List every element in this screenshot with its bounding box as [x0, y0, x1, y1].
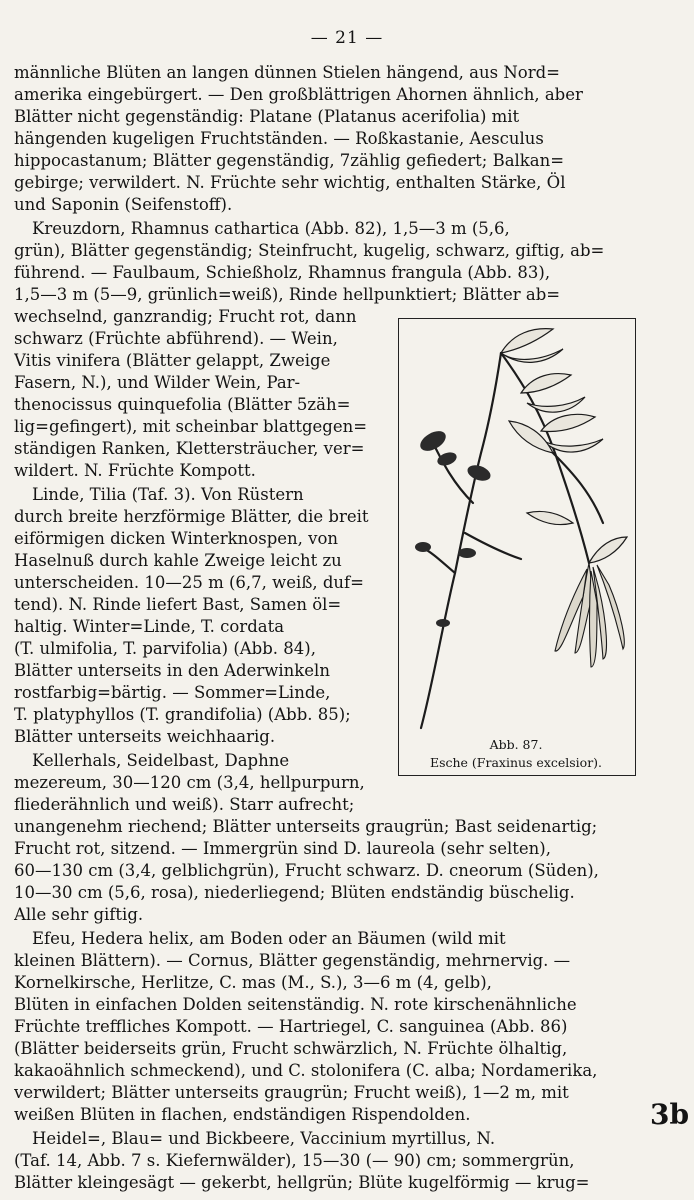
text-line: schwarz (Früchte abführend). — Wein, — [14, 329, 338, 348]
text-line: hippocastanum; Blätter gegenständig, 7zählig gefiedert; Balkan= — [14, 151, 565, 170]
text-line: Blätter kleingesägt — gekerbt, hellgrün; Blüte kugelförmig — krug= — [14, 1173, 590, 1192]
text-line: grün), Blätter gegenständig; Steinfrucht, kugelig, schwarz, giftig, ab= — [14, 241, 605, 260]
text-line: thenocissus quinquefolia (Blätter 5zäh= — [14, 395, 351, 414]
figure-frame — [398, 318, 636, 776]
text-line: 10—30 cm (5,6, rosa), niederliegend; Blüten endständig büschelig. — [14, 883, 575, 902]
text-line: Blätter unterseits weichhaarig. — [14, 727, 276, 746]
text-line: männliche Blüten an langen dünnen Stielen hängend, aus Nord= — [14, 63, 560, 82]
text-line: Blätter unterseits in den Aderwinkeln — [14, 661, 330, 680]
sheet-signature: 3b — [650, 1098, 690, 1131]
text-line: (T. ulmifolia, T. parvifolia) (Abb. 84), — [14, 639, 316, 658]
text-line: mezereum, 30—120 cm (3,4, hellpurpurn, — [14, 773, 365, 792]
text-line: Fasern, N.), und Wilder Wein, Par- — [14, 373, 301, 392]
text-line: Linde, Tilia (Taf. 3). Von Rüstern — [32, 485, 304, 504]
text-line: tend). N. Rinde liefert Bast, Samen öl= — [14, 595, 342, 614]
text-line: Kellerhals, Seidelbast, Daphne — [32, 751, 290, 770]
text-line: Kornelkirsche, Herlitze, C. mas (M., S.), 3—6 m (4, gelb), — [14, 973, 492, 992]
text-line: haltig. Winter=Linde, T. cordata — [14, 617, 285, 636]
page-number: — 21 — — [310, 28, 384, 48]
figure-caption: Esche (Fraxinus excelsior). — [429, 755, 603, 770]
text-line: unterscheiden. 10—25 m (6,7, weiß, duf= — [14, 573, 364, 592]
text-line: Efeu, Hedera helix, am Boden oder an Bäumen (wild mit — [32, 929, 506, 948]
text-line: kleinen Blättern). — Cornus, Blätter gegenständig, mehrnervig. — — [14, 951, 571, 970]
text-line: Alle sehr giftig. — [14, 905, 144, 924]
figure-number: Abb. 87. — [489, 737, 543, 752]
text-line: Blätter nicht gegenständig: Platane (Platanus acerifolia) mit — [14, 107, 520, 126]
text-line: amerika eingebürgert. — Den großblättrigen Ahornen ähnlich, aber — [14, 85, 583, 104]
text-line: hängenden kugeligen Fruchtständen. — Roßkastanie, Aesculus — [14, 129, 544, 148]
text-line: lig=gefingert), mit scheinbar blattgegen= — [14, 417, 368, 436]
text-line: durch breite herzförmige Blätter, die breit — [14, 507, 369, 526]
text-line: und Saponin (Seifenstoff). — [14, 195, 233, 214]
text-line: 1,5—3 m (5—9, grünlich=weiß), Rinde hellpunktiert; Blätter ab= — [14, 285, 561, 304]
text-line: wildert. N. Früchte Kompott. — [14, 461, 256, 480]
text-line: Vitis vinifera (Blätter gelappt, Zweige — [14, 351, 331, 370]
text-line: ständigen Ranken, Klettersträucher, ver= — [14, 439, 365, 458]
text-line: 60—130 cm (3,4, gelblichgrün), Frucht schwarz. D. cneorum (Süden), — [14, 861, 599, 880]
text-line: Kreuzdorn, Rhamnus cathartica (Abb. 82), 1,5—3 m (5,6, — [32, 219, 510, 238]
text-line: wechselnd, ganzrandig; Frucht rot, dann — [14, 307, 357, 326]
text-line: T. platyphyllos (T. grandifolia) (Abb. 85); — [14, 705, 351, 724]
text-line: führend. — Faulbaum, Schießholz, Rhamnus frangula (Abb. 83), — [14, 263, 551, 282]
text-line: kakaoähnlich schmeckend), und C. stolonifera (C. alba; Nordamerika, — [14, 1061, 598, 1080]
text-line: fliederähnlich und weiß). Starr aufrecht; — [14, 795, 355, 814]
text-line: verwildert; Blätter unterseits graugrün; Frucht weiß), 1—2 m, mit — [14, 1083, 569, 1102]
text-line: Früchte treffliches Kompott. — Hartriegel, C. sanguinea (Abb. 86) — [14, 1017, 568, 1036]
text-line: eiförmigen dicken Winterknospen, von — [14, 529, 339, 548]
text-line: Blüten in einfachen Dolden seitenständig. N. rote kirschenähnliche — [14, 995, 577, 1014]
text-line: weißen Blüten in flachen, endständigen Rispendolden. — [14, 1105, 471, 1124]
text-line: (Taf. 14, Abb. 7 s. Kiefernwälder), 15—30 (— 90) cm; sommergrün, — [14, 1151, 575, 1170]
text-line: gebirge; verwildert. N. Früchte sehr wichtig, enthalten Stärke, Öl — [14, 173, 566, 192]
text-line: (Blätter beiderseits grün, Frucht schwärzlich, N. Früchte ölhaltig, — [14, 1039, 568, 1058]
text-line: Frucht rot, sitzend. — Immergrün sind D. laureola (sehr selten), — [14, 839, 551, 858]
text-line: rostfarbig=bärtig. — Sommer=Linde, — [14, 683, 331, 702]
text-line: unangenehm riechend; Blätter unterseits graugrün; Bast seidenartig; — [14, 817, 598, 836]
text-line: Heidel=, Blau= und Bickbeere, Vaccinium myrtillus, N. — [32, 1129, 496, 1148]
text-line: Haselnuß durch kahle Zweige leicht zu — [14, 551, 342, 570]
ash-branch-illustration — [403, 323, 631, 733]
